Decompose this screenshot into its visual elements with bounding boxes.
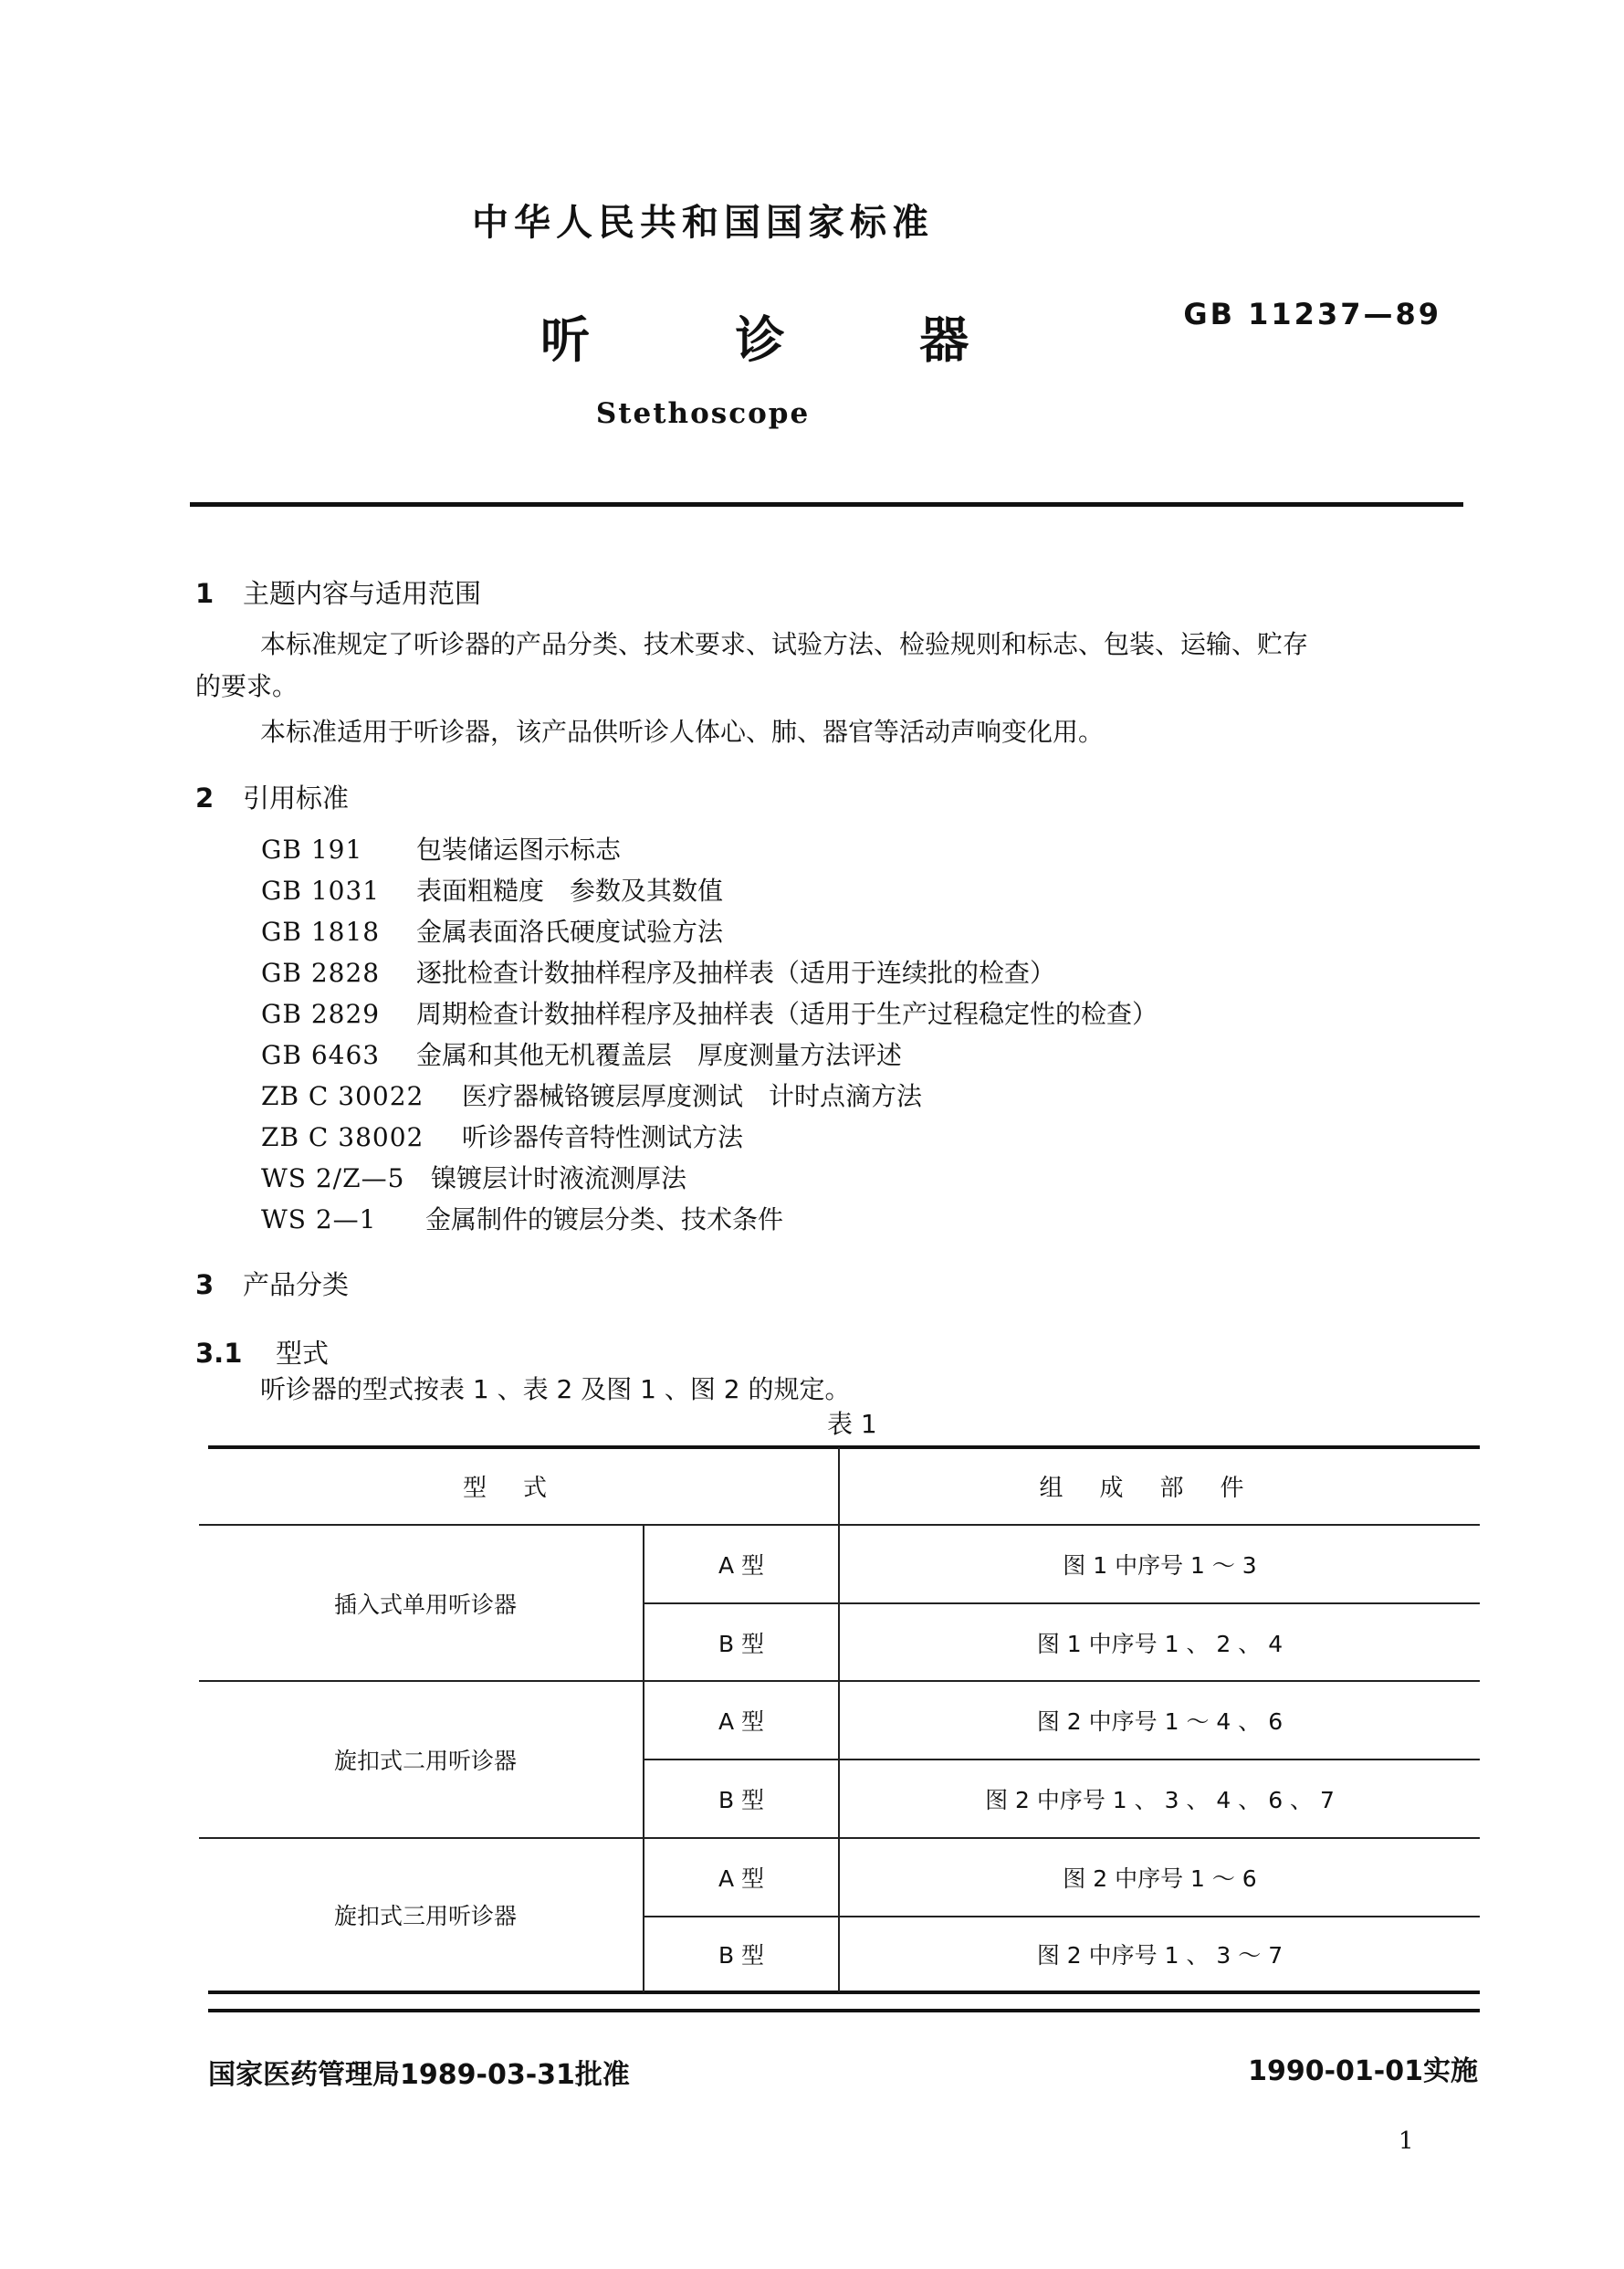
title-char-1: 听 <box>540 311 590 369</box>
type-cell: A 型 <box>718 1865 765 1892</box>
reference-code: GB 1031 <box>261 876 381 906</box>
reference-title: 金属和其他无机覆盖层 厚度测量方法评述 <box>416 1040 903 1070</box>
section-3-1-text: 听诊器的型式按表 1 、表 2 及图 1 、图 2 的规定。 <box>260 1374 851 1404</box>
reference-title: 金属制件的镀层分类、技术条件 <box>425 1204 784 1234</box>
parts-cell: 图 1 中序号 1 ～ 3 <box>1063 1552 1257 1579</box>
section-1-para1-line2: 的要求。 <box>195 671 299 701</box>
section-1-title: 主题内容与适用范围 <box>243 578 482 609</box>
section-3-number: 3 <box>195 1269 215 1300</box>
page-number: 1 <box>1399 2127 1414 2155</box>
reference-title: 金属表面洛氏硬度试验方法 <box>416 917 724 947</box>
parts-cell: 图 2 中序号 1 ～ 6 <box>1063 1865 1257 1892</box>
reference-title: 镍镀层计时液流测厚法 <box>431 1163 687 1193</box>
reference-title: 医疗器械铬镀层厚度测试 计时点滴方法 <box>462 1081 923 1111</box>
group-name: 旋扣式二用听诊器 <box>333 1748 517 1774</box>
section-1-para1-line1: 本标准规定了听诊器的产品分类、技术要求、试验方法、检验规则和标志、包装、运输、贮存 <box>260 629 1309 659</box>
col-header-type: 型式 <box>462 1474 583 1502</box>
section-3-title: 产品分类 <box>243 1269 350 1300</box>
group-name: 插入式单用听诊器 <box>333 1591 517 1618</box>
reference-code: WS 2/Z—5 <box>261 1163 405 1193</box>
section-2-title: 引用标准 <box>243 783 350 814</box>
group-name: 旋扣式三用听诊器 <box>333 1903 517 1929</box>
reference-title: 听诊器传音特性测试方法 <box>462 1122 744 1152</box>
reference-title: 逐批检查计数抽样程序及抽样表（适用于连续批的检查） <box>416 958 1056 988</box>
type-cell: A 型 <box>718 1708 765 1735</box>
reference-title: 包装储运图示标志 <box>416 835 622 865</box>
col-header-parts: 组成部件 <box>1039 1474 1281 1502</box>
title-char-3: 器 <box>919 311 969 369</box>
english-title: Stethoscope <box>595 397 811 430</box>
type-cell: A 型 <box>718 1552 765 1579</box>
parts-cell: 图 1 中序号 1 、 2 、 4 <box>1036 1630 1283 1657</box>
reference-code: WS 2—1 <box>261 1204 377 1234</box>
type-cell: B 型 <box>718 1942 765 1969</box>
reference-code: GB 6463 <box>261 1040 381 1070</box>
section-2-number: 2 <box>195 783 215 814</box>
reference-code: GB 2829 <box>261 999 381 1029</box>
type-cell: B 型 <box>718 1630 765 1657</box>
parts-cell: 图 2 中序号 1 、 3 ～ 7 <box>1036 1942 1283 1969</box>
approval-line: 国家医药管理局1989-03-31批准 <box>208 2059 630 2091</box>
reference-code: GB 2828 <box>261 958 381 988</box>
page-footer-rule <box>208 2009 1480 2012</box>
parts-cell: 图 2 中序号 1 ～ 4 、 6 <box>1036 1708 1283 1735</box>
type-cell: B 型 <box>718 1787 765 1813</box>
section-3-1-title: 型式 <box>276 1338 330 1369</box>
table-bottom-rule <box>208 1991 1480 1994</box>
title-char-2: 诊 <box>735 311 785 369</box>
national-standard-header: 中华人民共和国国家标准 <box>472 202 934 244</box>
table-1-caption: 表 1 <box>827 1409 877 1439</box>
reference-code: ZB C 38002 <box>261 1122 424 1152</box>
section-3-1-number: 3.1 <box>195 1338 243 1369</box>
section-1-number: 1 <box>195 578 215 609</box>
section-1-para2: 本标准适用于听诊器，该产品供听诊人体心、肺、器官等活动声响变化用。 <box>260 717 1105 747</box>
parts-cell: 图 2 中序号 1 、 3 、 4 、 6 、 7 <box>985 1787 1335 1813</box>
reference-code: GB 191 <box>261 835 363 865</box>
standard-code: GB 11237—89 <box>1183 297 1441 331</box>
reference-code: ZB C 30022 <box>261 1081 424 1111</box>
implementation-date: 1990-01-01实施 <box>1248 2055 1478 2087</box>
reference-code: GB 1818 <box>261 917 381 947</box>
reference-title: 周期检查计数抽样程序及抽样表（适用于生产过程稳定性的检查） <box>416 999 1158 1029</box>
reference-title: 表面粗糙度 参数及其数值 <box>416 876 724 906</box>
